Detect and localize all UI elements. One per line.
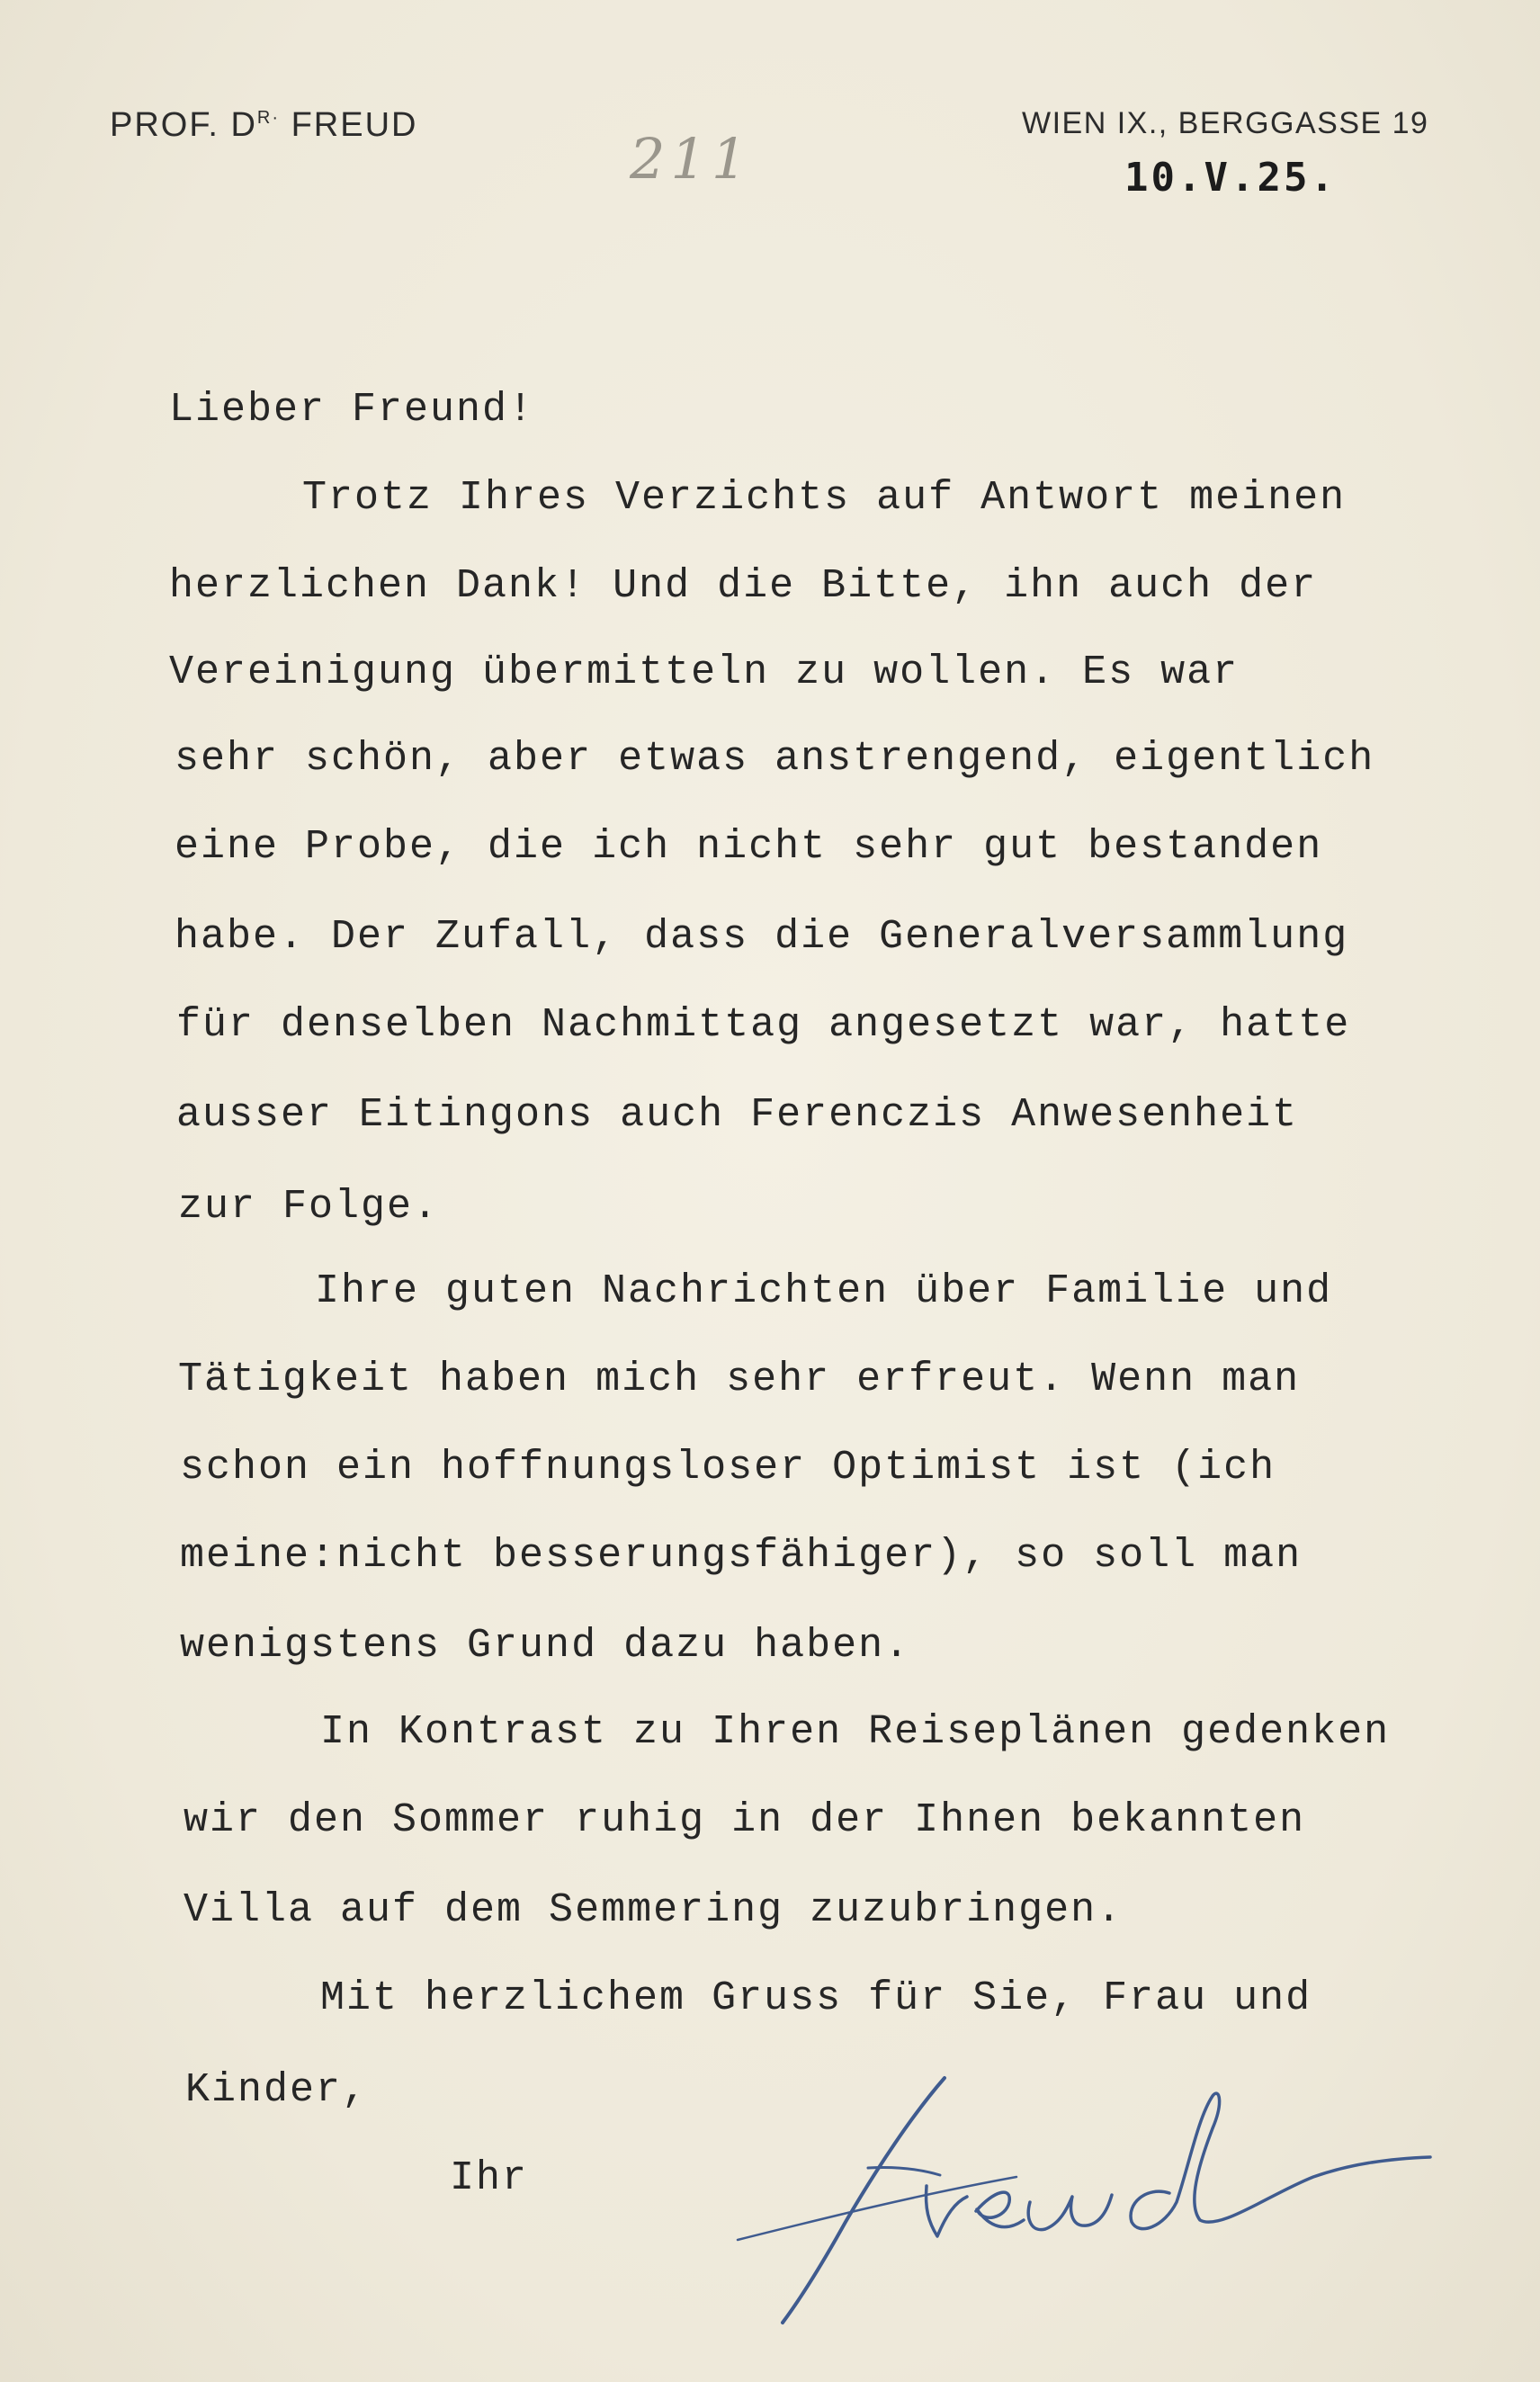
letterhead-name [110, 106, 417, 145]
body-line: meine:nicht besserungsfähiger), so soll man [180, 1533, 1303, 1579]
body-line: Villa auf dem Semmering zuzubringen. [184, 1887, 1124, 1933]
body-line: Trotz Ihres Verzichts auf Antwort meinen [302, 475, 1347, 521]
letterhead-name-suffix: FREUD [280, 106, 418, 144]
freud-signature-image [720, 2060, 1475, 2330]
body-line: zur Folge. [178, 1184, 440, 1230]
salutation: Lieber Freund! [169, 387, 535, 433]
body-line: wir den Sommer ruhig in der Ihnen bekannten [184, 1797, 1306, 1843]
body-line: schon ein hoffnungsloser Optimist ist (ich [180, 1445, 1276, 1491]
body-line: Ihre guten Nachrichten über Familie und [315, 1268, 1333, 1314]
body-line: sehr schön, aber etwas anstrengend, eigentlich [175, 736, 1375, 782]
body-line: Kinder, [185, 2067, 369, 2113]
body-line: In Kontrast zu Ihren Reiseplänen gedenken [320, 1709, 1391, 1755]
body-line: wenigstens Grund dazu haben. [180, 1623, 911, 1669]
body-line: Mit herzlichem Gruss für Sie, Frau und [320, 1975, 1312, 2021]
body-line: Vereinigung übermitteln zu wollen. Es war [169, 649, 1240, 695]
body-line: für denselben Nachmittag angesetzt war, hatte [176, 1002, 1351, 1048]
closing: Ihr [450, 2155, 529, 2201]
letterhead-address: WIEN IX., BERGGASSE 19 [1022, 106, 1429, 140]
archive-number: 211 [630, 126, 753, 192]
body-line: ausser Eitingons auch Ferenczis Anwesenheit [176, 1092, 1299, 1138]
letterhead-name-prefix: PROF. D [110, 106, 257, 144]
letterhead-name-superscript: R· [256, 108, 281, 128]
body-line: eine Probe, die ich nicht sehr gut bestanden [175, 824, 1323, 870]
body-line: Tätigkeit haben mich sehr erfreut. Wenn man [178, 1357, 1301, 1402]
body-line: herzlichen Dank! Und die Bitte, ihn auch der [169, 563, 1318, 609]
body-line: habe. Der Zufall, dass die Generalversammlung [175, 914, 1349, 960]
letter-date: 10.V.25. [1124, 155, 1337, 201]
